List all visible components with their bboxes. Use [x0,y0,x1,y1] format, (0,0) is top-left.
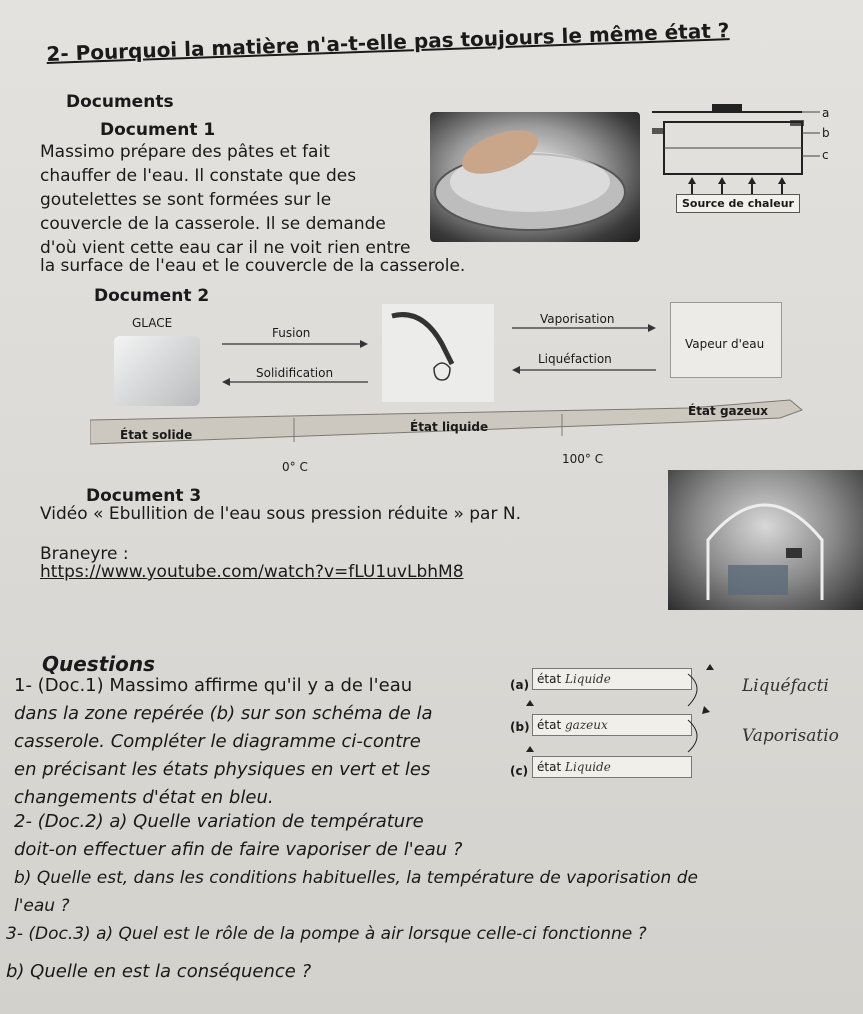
doc1-line: chauffer de l'eau. Il constate que des [40,166,357,186]
doc1-text [40,140,460,236]
question-3a: 3- (Doc.3) a) Quel est le rôle de la pompe à air lorsque celle-ci fonctionne ? [6,924,647,944]
diagram-label-c: (c) [510,764,529,778]
question-1 [14,672,514,812]
schema-label-b: b [822,126,830,140]
ice-label: GLACE [132,316,173,330]
schema-label-c: c [822,148,829,162]
q2b-line: b) Quelle est, dans les conditions habituelles, la température de vaporisation de [14,868,698,888]
doc3-text [40,502,660,526]
schema-label-a: a [822,106,830,120]
fusion-arrow [220,338,370,350]
pot-lid-photo [430,112,640,242]
doc3-line: Vidéo « Ebullition de l'eau sous pression réduite » par N. [40,504,521,524]
liquid-state-label: État liquide [410,420,489,434]
question-3b: b) Quelle en est la conséquence ? [6,961,312,982]
gas-state-label: État gazeux [688,404,769,418]
answer-diagram-arrows [510,656,770,788]
dropper-illustration [382,304,494,402]
diagram-label-b: (b) [510,720,530,734]
liquefaction-arrow [510,364,658,376]
doc3-line-2: Braneyre : [40,544,129,564]
q1-line: dans la zone repérée (b) sur son schéma de la [14,703,433,724]
question-2a [14,808,634,864]
vacuum-bell-illustration [668,470,863,610]
page-title: 2- Pourquoi la matière n'a-t-elle pas toujours le même état ? [46,18,730,66]
q2a-line: 2- (Doc.2) a) Quelle variation de température [14,811,424,832]
doc1-line: la surface de l'eau et le couvercle de la casserole. [40,256,466,276]
doc1-line: d'où vient cette eau car il ne voit rien entre [40,238,411,258]
video-thumbnail[interactable] [668,470,863,610]
diagram-label-a: (a) [510,678,530,692]
change-1-answer: Liquéfacti [742,676,829,696]
temp-zero-label: 0° C [282,460,308,474]
doc1-text-last [40,254,560,278]
heat-source-label: Source de chaleur [676,194,800,213]
q1-line: 1- (Doc.1) Massimo affirme qu'il y a de l'eau [14,675,413,696]
q1-line: changements d'état en bleu. [14,787,274,808]
documents-heading: Documents [66,92,174,112]
doc1-line: goutelettes se sont formées sur le [40,190,332,210]
vaporisation-arrow [510,322,658,334]
temp-hundred-label: 100° C [562,452,604,466]
pot-lid-illustration [430,112,640,242]
q2a-line: doit-on effectuer afin de faire vaporiser de l'eau ? [14,839,463,860]
state-a-answer: Liquide [564,672,611,686]
q2b-line: l'eau ? [14,896,70,916]
vapor-box [670,302,782,378]
state-a-prefix: état [537,672,562,686]
solidification-label: Solidification [256,366,334,380]
doc3-heading: Document 3 [86,486,202,506]
liquefaction-label: Liquéfaction [538,352,612,366]
solid-state-label: État solide [120,428,193,442]
doc1-line: Massimo prépare des pâtes et fait [40,142,330,162]
change-2-answer: Vaporisatio [742,726,839,746]
q1-line: en précisant les états physiques en vert et les [14,759,431,780]
q1-line: casserole. Compléter le diagramme ci-contre [14,731,421,752]
state-b-answer: gazeux [564,718,608,732]
doc1-line: couvercle de la casserole. Il se demande [40,214,386,234]
doc2-heading: Document 2 [94,286,210,306]
solidification-arrow [220,376,370,388]
state-b-prefix: état [537,718,562,732]
water-drop-image [382,304,494,402]
doc1-heading: Document 1 [100,120,216,140]
fusion-label: Fusion [272,326,311,340]
vapor-label: Vapeur d'eau [685,337,765,351]
vaporisation-label: Vaporisation [540,312,615,326]
state-c-answer: Liquide [564,760,611,774]
questions-heading: Questions [42,652,156,676]
video-link[interactable]: https://www.youtube.com/watch?v=fLU1uvLbhM8 [40,562,464,582]
question-2b [14,864,863,920]
state-c-prefix: état [537,760,562,774]
